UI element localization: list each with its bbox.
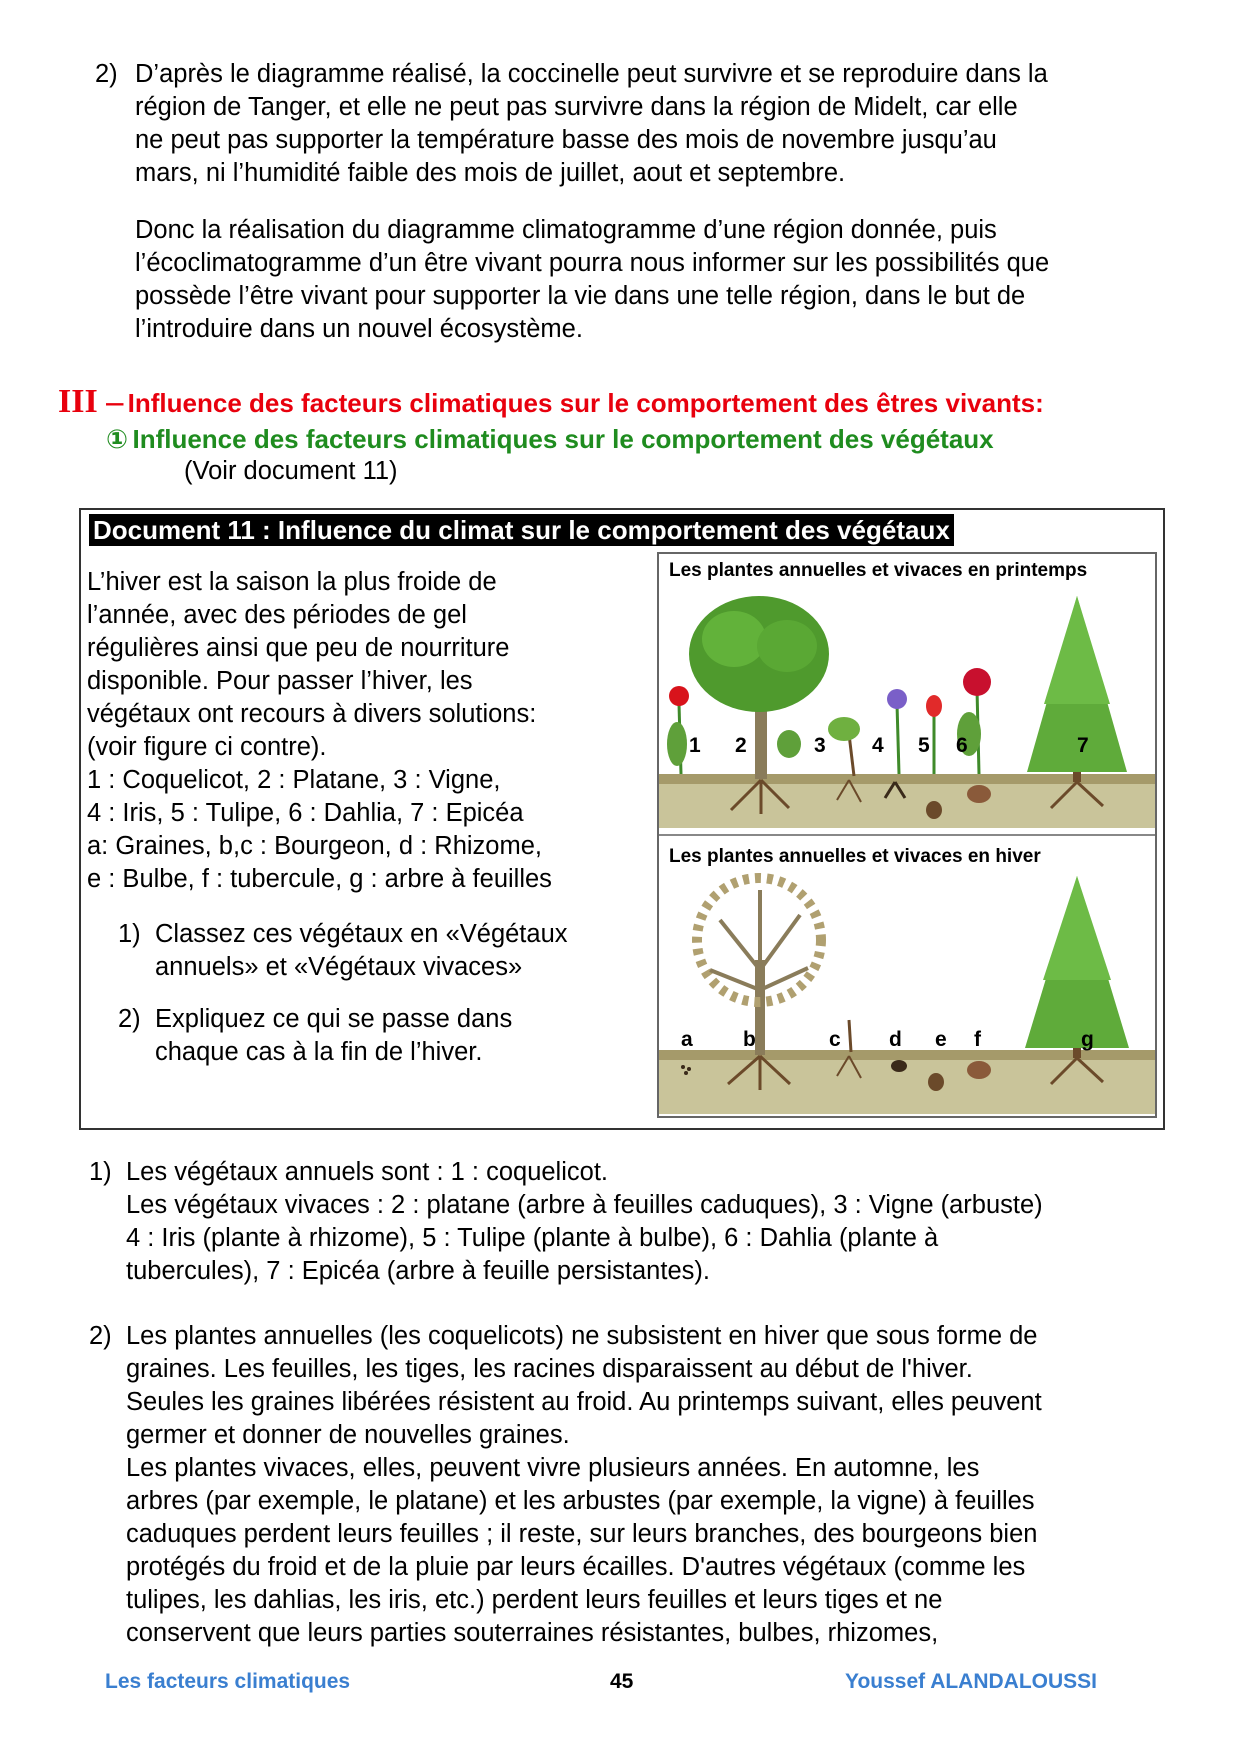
text-line: région de Tanger, et elle ne peut pas survivre dans la région de Midelt, car elle bbox=[135, 93, 1018, 121]
spring-label: 6 bbox=[956, 734, 968, 757]
text-line: Classez ces végétaux en «Végétaux bbox=[155, 920, 568, 948]
tuber-icon bbox=[967, 1061, 991, 1079]
bulb-icon bbox=[928, 1073, 944, 1091]
text-line: régulières ainsi que peu de nourriture bbox=[87, 634, 510, 662]
spring-label: 1 bbox=[689, 734, 701, 757]
subsection-marker: ① bbox=[106, 424, 129, 454]
text-line: conservent que leurs parties souterraines résistantes, bulbes, rhizomes, bbox=[126, 1619, 939, 1647]
subsection-heading bbox=[106, 424, 994, 455]
spring-label: 5 bbox=[918, 734, 930, 757]
winter-illustration bbox=[659, 870, 1155, 1114]
page-number: 45 bbox=[610, 1670, 634, 1693]
document-box bbox=[79, 508, 1165, 1130]
text-line: L’hiver est la saison la plus froide de bbox=[87, 568, 497, 596]
winter-label: f bbox=[974, 1028, 981, 1051]
winter-label: e bbox=[935, 1028, 947, 1051]
answer-number: 2) bbox=[89, 1322, 112, 1350]
text-line: Expliquez ce qui se passe dans bbox=[155, 1005, 513, 1033]
text-line: germer et donner de nouvelles graines. bbox=[126, 1421, 570, 1449]
text-line: caduques perdent leurs feuilles ; il reste, sur leurs branches, des bourgeons bien bbox=[126, 1520, 1038, 1548]
spring-illustration bbox=[659, 584, 1155, 828]
text-line: D’après le diagramme réalisé, la coccinelle peut survivre et se reproduire dans la bbox=[135, 60, 1048, 88]
text-line: 4 : Iris, 5 : Tulipe, 6 : Dahlia, 7 : Epicéa bbox=[87, 799, 524, 827]
soil bbox=[659, 1056, 1155, 1114]
section-number: III – bbox=[58, 383, 124, 420]
text-line: l’année, avec des périodes de gel bbox=[87, 601, 467, 629]
winter-label: d bbox=[889, 1028, 902, 1051]
document-title: Document 11 : Influence du climat sur le comportement des végétaux bbox=[89, 514, 954, 546]
text-line: disponible. Pour passer l’hiver, les bbox=[87, 667, 473, 695]
text-line: mars, ni l’humidité faible des mois de juillet, aout et septembre. bbox=[135, 159, 846, 187]
spring-caption: Les plantes annuelles et vivaces en printemps bbox=[669, 560, 1088, 581]
section-heading bbox=[58, 383, 1044, 421]
text-line: annuels» et «Végétaux vivaces» bbox=[155, 953, 523, 981]
spring-label: 2 bbox=[735, 734, 747, 757]
question-number: 1) bbox=[118, 920, 141, 948]
text-line: 1 : Coquelicot, 2 : Platane, 3 : Vigne, bbox=[87, 766, 501, 794]
text-line: arbres (par exemple, le platane) et les arbustes (par exemple, la vigne) à feuilles bbox=[126, 1487, 1035, 1515]
winter-caption: Les plantes annuelles et vivaces en hiver bbox=[669, 846, 1041, 867]
winter-label: a bbox=[681, 1028, 693, 1051]
question-1 bbox=[118, 918, 638, 984]
question-number: 2) bbox=[118, 1005, 141, 1033]
spring-label: 3 bbox=[814, 734, 826, 757]
panel-divider bbox=[659, 834, 1155, 836]
top-answer bbox=[95, 58, 1195, 190]
top-answer-number: 2) bbox=[95, 60, 118, 88]
text-line: Les végétaux annuels sont : 1 : coquelicot. bbox=[126, 1158, 608, 1186]
answer-1 bbox=[89, 1156, 1199, 1288]
text-line: e : Bulbe, f : tubercule, g : arbre à feuilles bbox=[87, 865, 552, 893]
text-line: végétaux ont recours à divers solutions: bbox=[87, 700, 537, 728]
text-line: 4 : Iris (plante à rhizome), 5 : Tulipe (plante à bulbe), 6 : Dahlia (plante à bbox=[126, 1224, 939, 1252]
subsection-title: Influence des facteurs climatiques sur le comportement des végétaux bbox=[132, 424, 994, 454]
footer-left: Les facteurs climatiques bbox=[105, 1670, 351, 1693]
text-line: a: Graines, b,c : Bourgeon, d : Rhizome, bbox=[87, 832, 542, 860]
rhizome-icon bbox=[891, 1060, 907, 1072]
text-line: l’introduire dans un nouvel écosystème. bbox=[135, 315, 583, 343]
text-line: possède l’être vivant pour supporter la vie dans une telle région, dans le but de bbox=[135, 282, 1026, 310]
section-title: Influence des facteurs climatiques sur le comportement des êtres vivants: bbox=[127, 388, 1044, 418]
poppy-icon bbox=[667, 686, 689, 774]
winter-label: g bbox=[1081, 1028, 1094, 1051]
text-line: Les plantes annuelles (les coquelicots) ne subsistent en hiver que sous forme de bbox=[126, 1322, 1038, 1350]
text-line: graines. Les feuilles, les tiges, les racines disparaissent au début de l'hiver. bbox=[126, 1355, 973, 1383]
conclusion-paragraph bbox=[135, 214, 1205, 346]
text-line: tubercules), 7 : Epicéa (arbre à feuille persistantes). bbox=[126, 1257, 710, 1285]
text-line: chaque cas à la fin de l’hiver. bbox=[155, 1038, 483, 1066]
text-line: l’écoclimatogramme d’un être vivant pourra nous informer sur les possibilités que bbox=[135, 249, 1050, 277]
document-text bbox=[87, 566, 647, 896]
text-line: Les plantes vivaces, elles, peuvent vivre plusieurs années. En automne, les bbox=[126, 1454, 980, 1482]
plants-figure bbox=[657, 552, 1157, 1118]
document-reference: (Voir document 11) bbox=[184, 457, 398, 485]
answer-2 bbox=[89, 1320, 1199, 1650]
text-line: Les végétaux vivaces : 2 : platane (arbre à feuilles caduques), 3 : Vigne (arbuste) bbox=[126, 1191, 1043, 1219]
text-line: (voir figure ci contre). bbox=[87, 733, 327, 761]
winter-label: b bbox=[743, 1028, 756, 1051]
spring-label: 4 bbox=[872, 734, 884, 757]
question-2 bbox=[118, 1003, 638, 1069]
text-line: tulipes, les dahlias, les iris, etc.) perdent leurs feuilles et leurs tiges et ne bbox=[126, 1586, 943, 1614]
text-line: Donc la réalisation du diagramme climatogramme d’une région donnée, puis bbox=[135, 216, 997, 244]
footer-right: Youssef ALANDALOUSSI bbox=[845, 1670, 1098, 1693]
text-line: Seules les graines libérées résistent au froid. Au printemps suivant, elles peuvent bbox=[126, 1388, 1042, 1416]
answer-number: 1) bbox=[89, 1158, 112, 1186]
spring-label: 7 bbox=[1077, 734, 1089, 757]
text-line: protégés du froid et de la pluie par leurs écailles. D'autres végétaux (comme les bbox=[126, 1553, 1026, 1581]
winter-label: c bbox=[829, 1028, 841, 1051]
text-line: ne peut pas supporter la température basse des mois de novembre jusqu’au bbox=[135, 126, 997, 154]
